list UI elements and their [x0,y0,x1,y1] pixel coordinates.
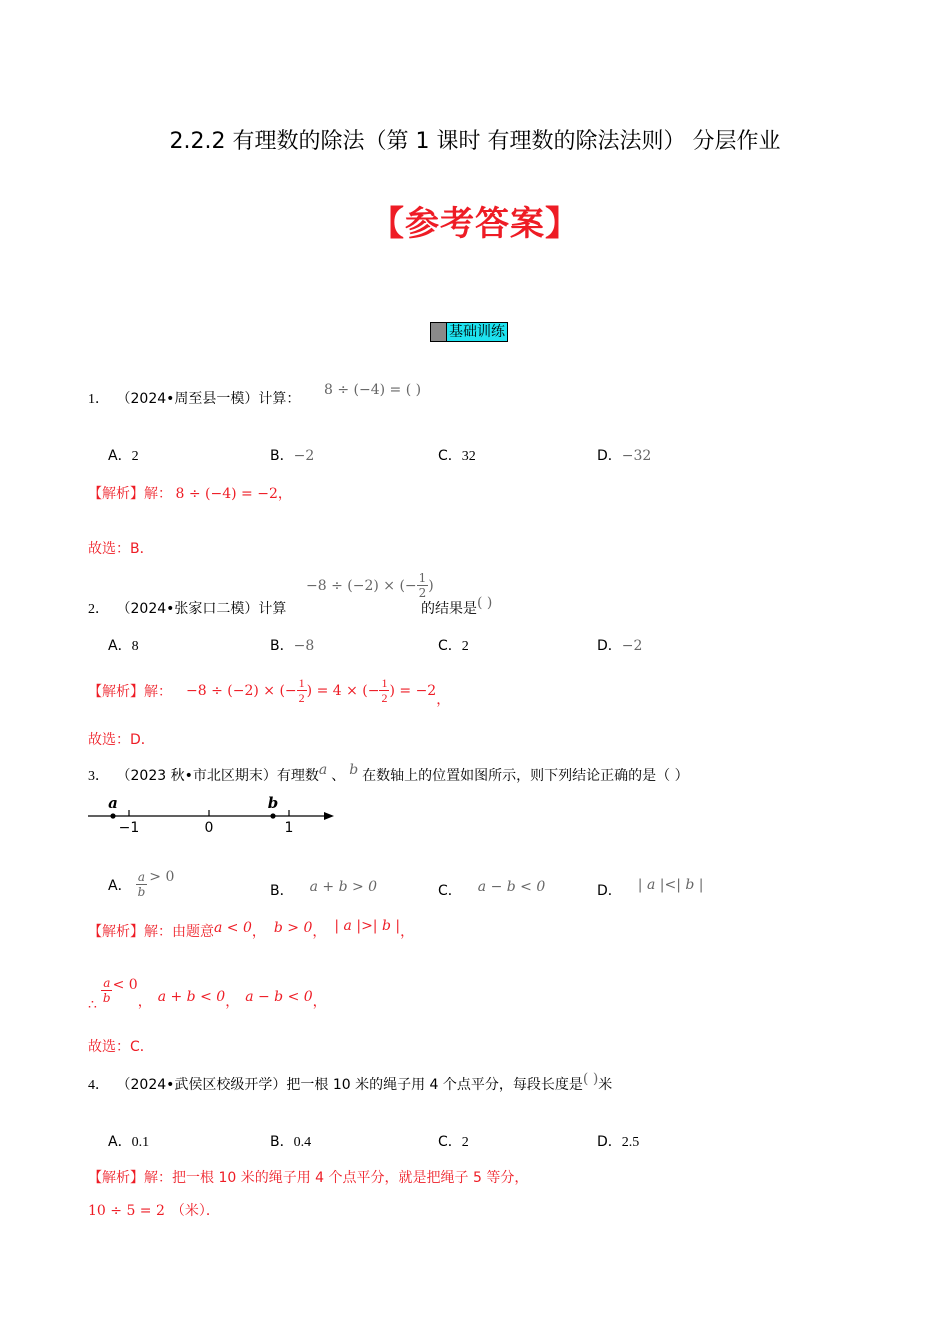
q2-after-text: 的结果是 [421,601,477,617]
option-letter: B． [270,448,294,464]
q3-text-before: （2023 秋•市北区期末）有理数 [116,768,319,784]
solution-suffix: ， [277,487,292,502]
option-letter: D． [597,448,622,464]
solution-suffix: ， [436,692,451,708]
point-b-label: b [267,794,279,812]
q4-solution [88,1167,528,1187]
question-1 [88,388,300,408]
expr-close: ) [428,577,434,594]
solution-expression: 10 ÷ 5 = 2 [88,1203,165,1219]
q1-number: 1． [88,392,109,407]
analysis-tag: 【解析】 [88,1170,144,1186]
solution-comma: ， [400,925,415,940]
solution-comma: ， [137,994,152,1010]
solution-comma: ， [225,994,240,1010]
section-bar [430,322,447,342]
question-2 [88,598,286,618]
var-a: a [318,762,328,778]
q3-text-after: 在数轴上的位置如图所示，则下列结论正确的是（ ） [362,768,689,784]
q3-number: 3． [88,769,109,784]
option-letter: D． [597,638,622,654]
answer-paren: ( ) [477,595,493,611]
solution-part-2: ) = 4 × (− [306,682,380,699]
option-letter: D． [597,883,622,899]
solution-prefix: 解： [144,683,172,700]
solution-unit: （米）． [170,1203,220,1219]
option-letter: D． [597,1134,622,1150]
option-value: 2 [461,1135,469,1150]
option-letter: C． [438,883,462,899]
option-letter: A． [108,877,132,894]
option-value: 32 [461,449,476,464]
q4-option-c [438,1131,469,1151]
q2-number: 2． [88,602,109,617]
q3-solution [88,918,415,941]
fraction-numerator: 1 [298,676,305,690]
q3-separator: 、 [331,768,346,784]
fraction-numerator: a [137,870,145,884]
q3-choice: 故选：C． [88,1039,154,1055]
option-value: 0.1 [131,1135,150,1150]
question-3 [88,762,689,785]
option-letter: B． [270,638,294,654]
solution-expression: 8 ÷ (−4) = −2 [175,486,278,502]
answer-heading: 【参考答案】 [370,204,580,244]
option-value: a + b > 0 [309,879,378,895]
expr-part: −8 ÷ (−2) × (− [306,577,417,594]
q4-option-d [597,1131,639,1151]
solution-text: 解：把一根 10 米的绳子用 4 个点平分，就是把绳子 5 等分， [144,1170,529,1186]
q1-option-a [108,445,139,465]
option-letter: C． [438,1134,462,1150]
q1-choice: 故选：B． [88,541,154,557]
point-a-label: a [108,794,118,812]
option-letter: A． [108,1134,132,1150]
solution-abs-compare: | a |>| b | [334,918,401,934]
solution-prefix: 解：由题意 [144,924,214,940]
section-label [430,322,508,342]
fraction-denominator: 2 [298,691,305,705]
q1-option-d [597,445,651,465]
therefore-symbol: ∴ [88,996,97,1013]
fraction-denominator: b [102,991,111,1005]
solution-b-positive: b > 0 [273,920,313,936]
section-label-text: 基础训练 [447,322,508,342]
option-letter: C． [438,638,462,654]
option-letter: C． [438,448,462,464]
q4-option-a [108,1131,149,1151]
q2-option-d [597,635,642,655]
axis-tick-label: −1 [118,820,140,836]
conclusion-1-rest: < 0 [112,976,138,993]
option-value: −2 [293,448,315,464]
point-a [110,813,115,818]
q4-option-b [270,1131,311,1151]
fraction-denominator: 2 [418,586,427,600]
q2-option-a [108,635,139,655]
q3-option-d [597,877,704,900]
fraction-a-over-b [136,870,148,899]
option-rest: > 0 [149,868,175,885]
option-letter: A． [108,638,132,654]
q2-tail [421,595,493,618]
fraction-numerator: a [103,976,111,990]
q4-solution-expression [88,1200,220,1220]
analysis-tag: 【解析】 [88,486,144,502]
q3-option-b [270,880,377,900]
fraction-numerator: 1 [381,676,388,690]
q4-text: （2024•武侯区校级开学）把一根 10 米的绳子用 4 个点平分，每段长度是 [116,1077,583,1093]
q2-option-c [438,635,469,655]
fraction-a-over-b [101,976,113,1005]
solution-prefix: 解： [144,486,172,502]
option-value: 2.5 [621,1135,640,1150]
q1-option-b [270,445,314,465]
fraction-half [379,676,389,705]
q1-source: （2024•周至县一模）计算： [116,391,301,407]
analysis-tag: 【解析】 [88,924,144,940]
fraction-numerator: 1 [418,571,427,585]
option-value: −2 [621,638,643,654]
conclusion-2: a + b < 0 [157,988,226,1005]
option-value: 2 [461,639,469,654]
conclusion-3: a − b < 0 [245,988,313,1005]
option-value: a − b < 0 [477,879,546,895]
q4-number: 4． [88,1078,109,1093]
solution-comma: ， [312,994,327,1010]
question-4 [88,1071,613,1094]
page-title: 2.2.2 有理数的除法（第 1 课时 有理数的除法法则） 分层作业 [169,129,781,154]
q1-option-c [438,445,476,465]
q2-expression [306,571,434,600]
answer-paren: ( ) [582,1071,599,1087]
fraction-half [417,571,429,600]
axis-tick-label: 0 [204,820,214,836]
option-value: −32 [621,448,652,464]
solution-part-3: ) = −2 [389,682,437,699]
q2-source: （2024•张家口二模）计算 [116,601,287,617]
option-value: 2 [131,449,139,464]
solution-a-negative: a < 0 [214,920,252,936]
q1-solution [88,483,292,503]
q3-option-a [108,870,174,899]
fraction-denominator: 2 [381,691,388,705]
option-letter: A． [108,448,132,464]
q3-conclusion [88,976,327,1013]
q1-expression: 8 ÷ (−4) = ( ) [324,382,422,398]
option-value: 8 [131,639,139,654]
q4-unit: 米 [598,1077,613,1093]
option-letter: B． [270,883,294,899]
axis-arrow-icon [324,812,334,820]
option-value: 0.4 [293,1135,312,1150]
q2-choice: 故选：D． [88,732,155,748]
var-b: b [349,762,359,778]
q2-solution [88,676,451,708]
q2-option-b [270,635,314,655]
solution-comma: ， [312,925,327,940]
point-b [270,813,275,818]
solution-part-1: −8 ÷ (−2) × (− [186,682,297,699]
solution-comma: ， [251,925,266,940]
fraction-denominator: b [137,885,146,899]
option-value: | a |<| b | [637,877,704,893]
option-letter: B． [270,1134,294,1150]
number-line [86,790,342,836]
fraction-half [297,676,307,705]
analysis-tag: 【解析】 [88,683,144,700]
option-value: −8 [293,638,315,654]
q3-option-c [438,880,545,900]
axis-tick-label: 1 [284,820,294,836]
